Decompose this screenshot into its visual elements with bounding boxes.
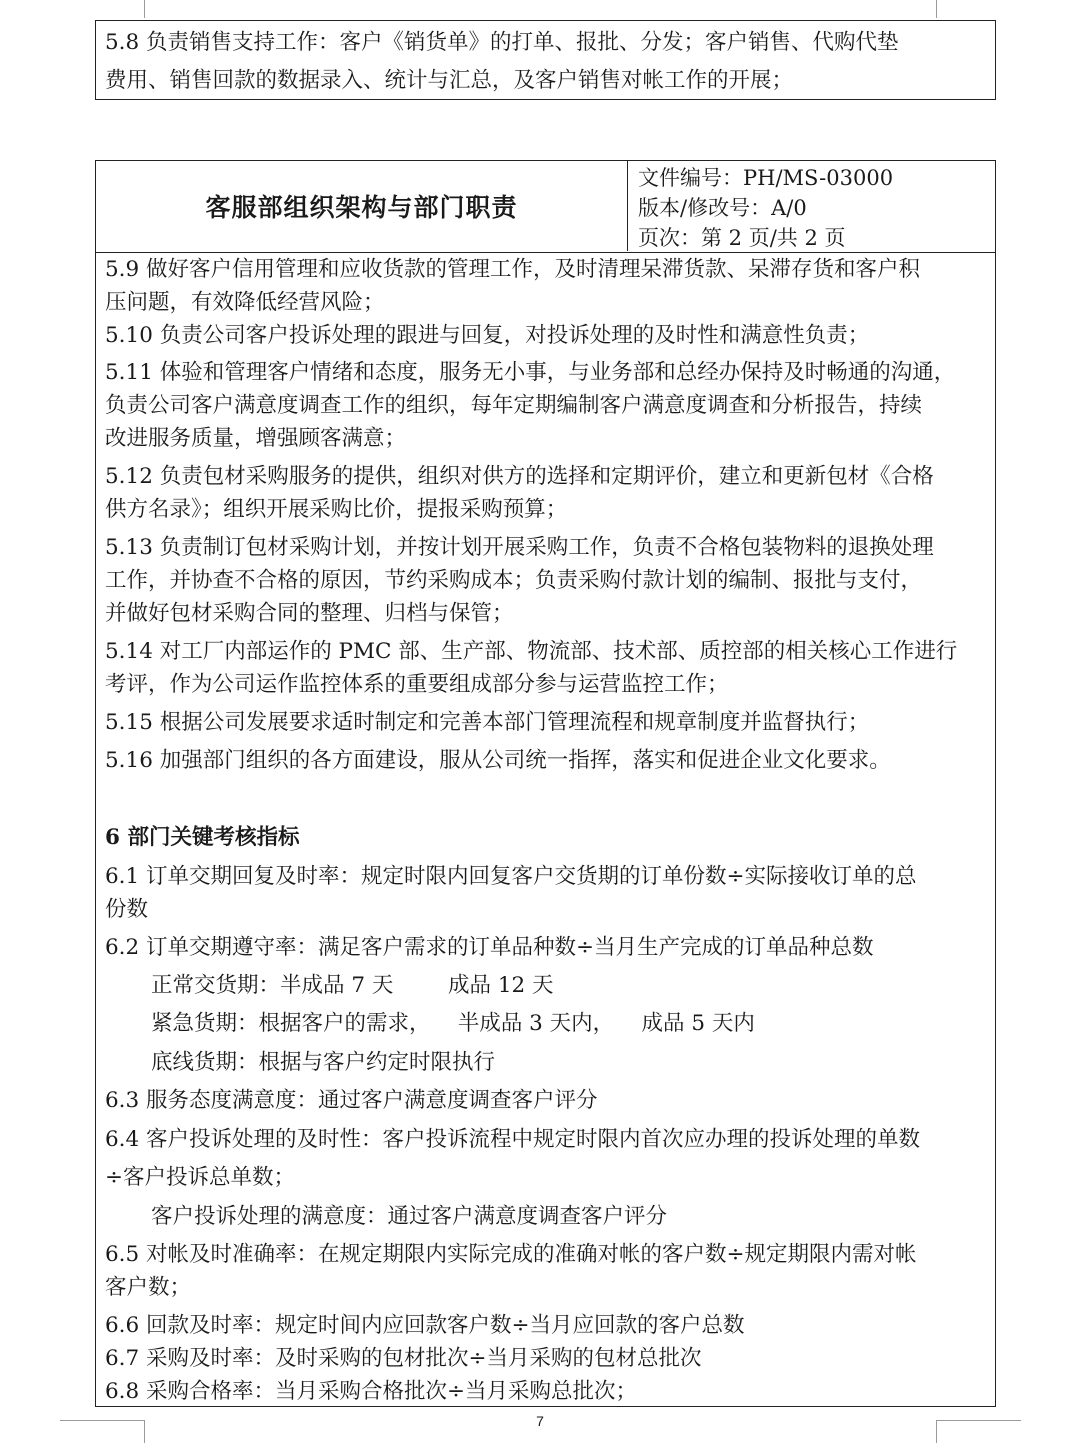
text-line: 底线货期：根据与客户约定时限执行 [151, 1050, 496, 1075]
text-line: 正常交货期：半成品 7 天 成品 12 天 [151, 973, 554, 998]
text-line: 6.8 采购合格率：当月采购合格批次÷当月采购总批次； [105, 1379, 638, 1404]
text-line: 压问题，有效降低经营风险； [105, 290, 385, 315]
text-line: 5.10 负责公司客户投诉处理的跟进与回复，对投诉处理的及时性和满意性负责； [105, 323, 870, 348]
text-line: 5.8 负责销售支持工作：客户《销货单》的打单、报批、分发；客户销售、代购代垫 [105, 30, 899, 55]
header-row [96, 161, 995, 253]
doc-number: 文件编号：PH/MS-03000 [638, 166, 894, 190]
section-heading: 6 部门关键考核指标 [105, 825, 300, 850]
continued-text-box [95, 20, 996, 100]
text-line: 客户投诉处理的满意度：通过客户满意度调查客户评分 [151, 1204, 668, 1229]
text-line: 6.6 回款及时率：规定时间内应回款客户数÷当月应回款的客户总数 [105, 1313, 745, 1338]
crop-mark-top-right [936, 0, 1021, 18]
page-number: 7 [536, 1413, 544, 1429]
text-line: 5.15 根据公司发展要求适时制定和完善本部门管理流程和规章制度并监督执行； [105, 710, 870, 735]
text-line: 份数 [105, 897, 149, 922]
text-line: 紧急货期：根据客户的需求， 半成品 3 天内， 成品 5 天内 [151, 1011, 755, 1036]
text-line: 供方名录》；组织开展采购比价，提报采购预算； [105, 497, 568, 522]
text-line: 负责公司客户满意度调查工作的组织，每年定期编制客户满意度调查和分析报告，持续 [105, 393, 923, 418]
text-line: 费用、销售回款的数据录入、统计与汇总，及客户销售对帐工作的开展； [105, 68, 794, 93]
document-meta [638, 163, 893, 253]
document-table [95, 160, 996, 1407]
doc-page: 页次：第 2 页/共 2 页 [638, 226, 846, 250]
text-line: 6.4 客户投诉处理的及时性：客户投诉流程中规定时限内首次应办理的投诉处理的单数 [105, 1127, 921, 1152]
text-line: 5.16 加强部门组织的各方面建设，服从公司统一指挥，落实和促进企业文化要求。 [105, 748, 891, 773]
text-line: 5.12 负责包材采购服务的提供，组织对供方的选择和定期评价，建立和更新包材《合格 [105, 464, 934, 489]
text-line: 6.5 对帐及时准确率：在规定期限内实际完成的准确对帐的客户数÷规定期限内需对帐 [105, 1242, 917, 1267]
document-title: 客服部组织架构与部门职责 [96, 161, 628, 251]
doc-version: 版本/修改号：A/0 [638, 196, 807, 220]
text-line: 考评，作为公司运作监控体系的重要组成部分参与运营监控工作； [105, 672, 729, 697]
text-line: 5.9 做好客户信用管理和应收货款的管理工作，及时清理呆滞货款、呆滞存货和客户积 [105, 257, 921, 282]
text-line: 工作，并协查不合格的原因，节约采购成本；负责采购付款计划的编制、报批与支付， [105, 568, 923, 593]
text-line: 6.1 订单交期回复及时率：规定时限内回复客户交货期的订单份数÷实际接收订单的总 [105, 864, 917, 889]
text-line: 6.7 采购及时率：及时采购的包材批次÷当月采购的包材总批次 [105, 1346, 702, 1371]
crop-mark-top-left [60, 0, 145, 18]
text-line: 客户数； [105, 1275, 192, 1300]
text-line: 改进服务质量，增强顾客满意； [105, 426, 407, 451]
text-line: 并做好包材采购合同的整理、归档与保管； [105, 601, 514, 626]
text-line: ÷客户投诉总单数； [105, 1165, 296, 1190]
text-line: 5.14 对工厂内部运作的 PMC 部、生产部、物流部、技术部、质控部的相关核心工作进行 [105, 639, 958, 664]
text-line: 5.13 负责制订包材采购计划，并按计划开展采购工作，负责不合格包装物料的退换处理 [105, 535, 934, 560]
text-line: 6.2 订单交期遵守率：满足客户需求的订单品种数÷当月生产完成的订单品种总数 [105, 935, 874, 960]
text-line: 5.11 体验和管理客户情绪和态度，服务无小事，与业务部和总经办保持及时畅通的沟通， [105, 360, 956, 385]
text-line: 6.3 服务态度满意度：通过客户满意度调查客户评分 [105, 1088, 598, 1113]
